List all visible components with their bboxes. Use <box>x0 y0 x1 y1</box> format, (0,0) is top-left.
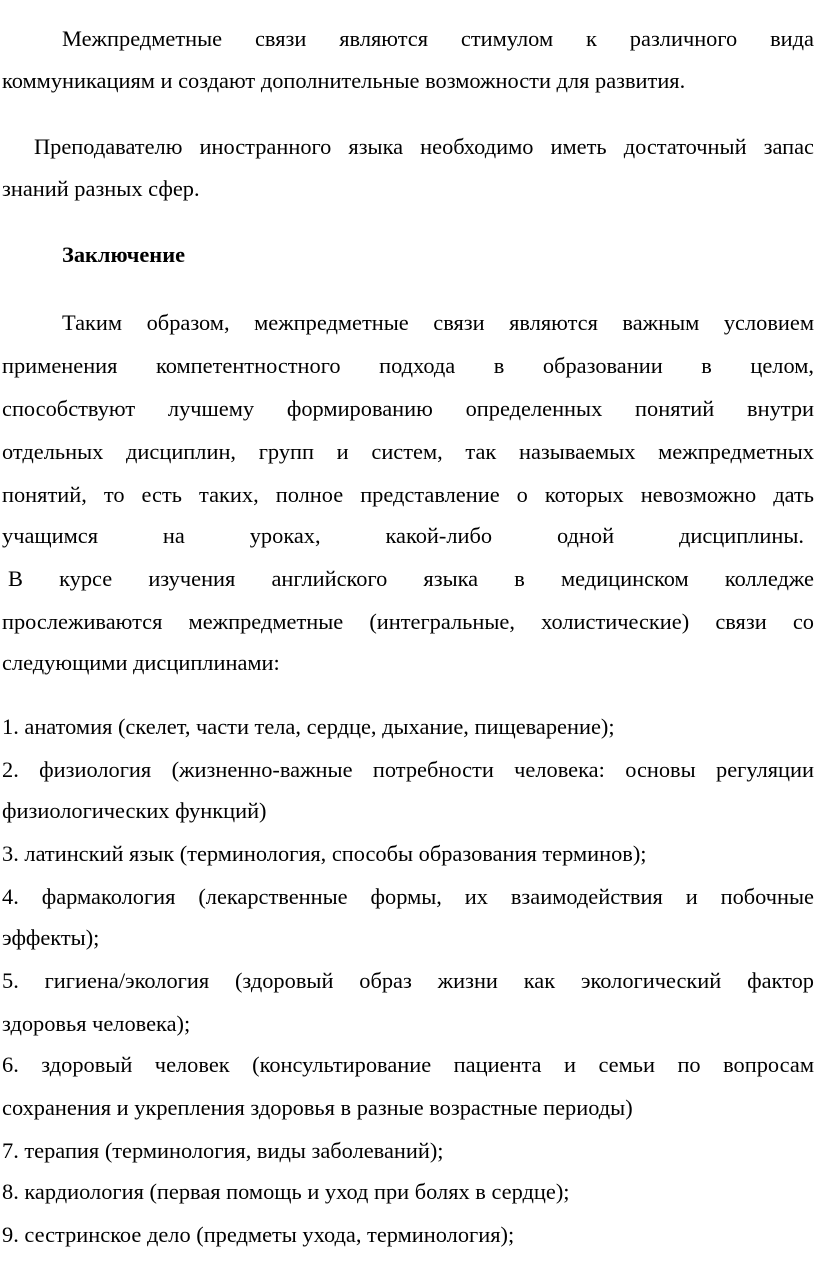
conclusion-line-3: способствуют лучшему формированию определенных понятий внутри <box>2 396 814 421</box>
discipline-item-2-cont: физиологических функций) <box>2 798 267 823</box>
discipline-item-5-cont: здоровья человека); <box>2 1011 191 1036</box>
conclusion-line-2: применения компетентностного подхода в образовании в целом, <box>2 353 814 378</box>
conclusion-line-9: следующими дисциплинами: <box>2 650 280 675</box>
conclusion-heading: Заключение <box>62 242 186 267</box>
discipline-item-9: 9. сестринское дело (предметы ухода, терминология); <box>2 1222 515 1247</box>
conclusion-line-1: Таким образом, межпредметные связи являются важным условием <box>62 310 814 335</box>
intro-line-2: коммуникациям и создают дополнительные возможности для развития. <box>2 68 686 93</box>
conclusion-line-4: отдельных дисциплин, групп и систем, так называемых межпредметных <box>2 439 814 464</box>
conclusion-line-7: В курсе изучения английского языка в медицинском колледже <box>8 566 814 591</box>
discipline-item-7: 7. терапия (терминология, виды заболеваний); <box>2 1138 444 1163</box>
discipline-item-3: 3. латинский язык (терминология, способы образования терминов); <box>2 841 647 866</box>
intro-line-1: Межпредметные связи являются стимулом к различного вида <box>62 26 814 51</box>
conclusion-line-8: прослеживаются межпредметные (интегральные, холистические) связи со <box>2 609 814 634</box>
conclusion-line-5: понятий, то есть таких, полное представление о которых невозможно дать <box>2 482 814 507</box>
discipline-item-8: 8. кардиология (первая помощь и уход при болях в сердце); <box>2 1179 570 1204</box>
discipline-item-1: 1. анатомия (скелет, части тела, сердце, дыхание, пищеварение); <box>2 714 615 739</box>
discipline-item-6: 6. здоровый человек (консультирование пациента и семьи по вопросам <box>2 1052 814 1077</box>
discipline-item-4: 4. фармакология (лекарственные формы, их взаимодействия и побочные <box>2 884 814 909</box>
conclusion-line-6: учащимся на уроках, какой-либо одной дисциплины. <box>2 523 804 548</box>
discipline-item-5: 5. гигиена/экология (здоровый образ жизни как экологический фактор <box>2 968 814 993</box>
discipline-item-2: 2. физиология (жизненно-важные потребности человека: основы регуляции <box>2 757 814 782</box>
discipline-item-4-cont: эффекты); <box>2 925 100 950</box>
discipline-item-6-cont: сохранения и укрепления здоровья в разные возрастные периоды) <box>2 1095 633 1120</box>
teacher-line-2: знаний разных сфер. <box>2 176 200 201</box>
teacher-line-1: Преподавателю иностранного языка необходимо иметь достаточный запас <box>34 134 814 159</box>
